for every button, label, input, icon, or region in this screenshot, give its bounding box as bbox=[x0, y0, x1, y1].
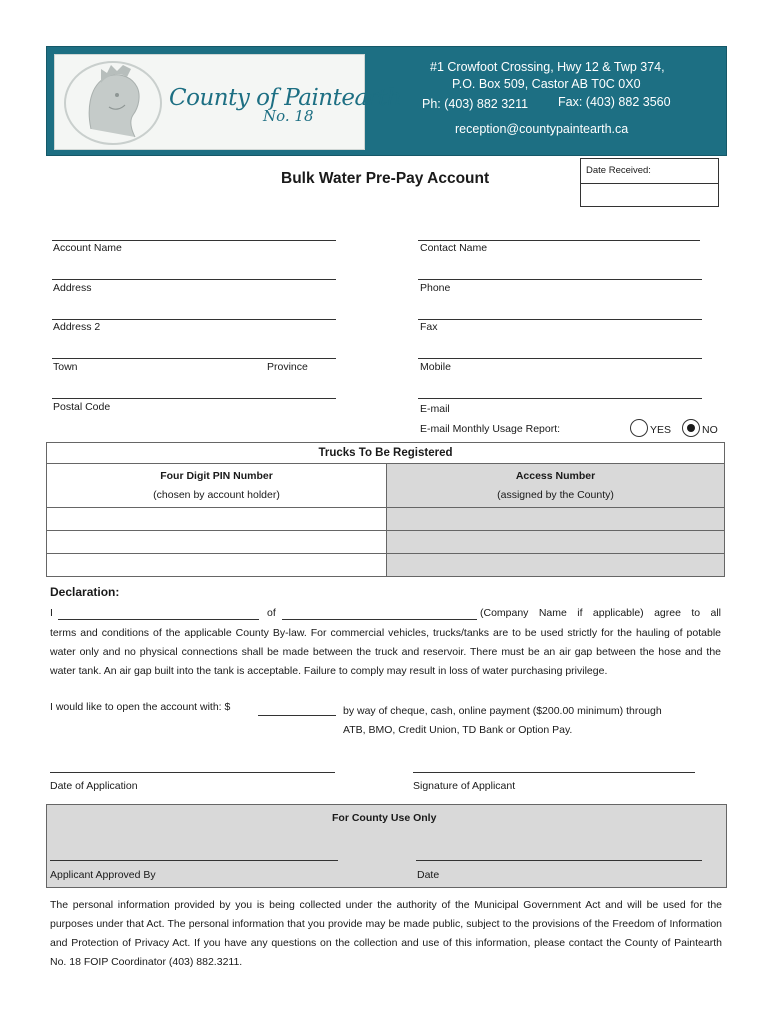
province-label: Province bbox=[267, 361, 308, 373]
form-title: Bulk Water Pre-Pay Account bbox=[281, 170, 490, 187]
amount-field[interactable] bbox=[258, 715, 336, 716]
no-label: NO bbox=[702, 424, 718, 436]
email-field[interactable] bbox=[418, 398, 702, 399]
access-cell-3 bbox=[387, 554, 725, 577]
declaration-i: I bbox=[50, 607, 53, 619]
mobile-label: Mobile bbox=[420, 361, 451, 373]
county-date-field[interactable] bbox=[416, 860, 702, 861]
trucks-table bbox=[46, 442, 725, 577]
county-date-label: Date bbox=[417, 869, 440, 881]
company-note: (Company Name if applicable) agree to all bbox=[480, 607, 721, 619]
postal-code-label: Postal Code bbox=[53, 401, 111, 413]
approved-by-field[interactable] bbox=[50, 860, 338, 861]
contact-name-label: Contact Name bbox=[420, 242, 488, 254]
usage-report-label: E-mail Monthly Usage Report: bbox=[420, 423, 561, 435]
radio-selected-dot bbox=[687, 424, 695, 432]
phone-label: Phone bbox=[420, 282, 451, 294]
county-use-title: For County Use Only bbox=[332, 812, 437, 824]
pin-column-header bbox=[47, 464, 387, 508]
address-2-field[interactable] bbox=[52, 319, 336, 320]
trucks-table-title: Trucks To Be Registered bbox=[47, 443, 725, 464]
address-field[interactable] bbox=[52, 279, 336, 280]
logo-title: County of Paintearth bbox=[169, 85, 402, 111]
approved-by-label: Applicant Approved By bbox=[50, 869, 156, 881]
access-column-header bbox=[387, 464, 725, 508]
pin-cell-1[interactable] bbox=[47, 508, 387, 531]
pin-header-label: Four Digit PIN Number bbox=[160, 469, 273, 482]
open-account-label: I would like to open the account with: $ bbox=[50, 701, 231, 713]
header-address-line-1: #1 Crowfoot Crossing, Hwy 12 & Twp 374, bbox=[430, 60, 665, 74]
pin-header-sub: (chosen by account holder) bbox=[153, 488, 280, 501]
header-address-line-2: P.O. Box 509, Castor AB T0C 0X0 bbox=[452, 77, 641, 91]
date-of-application-field[interactable] bbox=[50, 772, 335, 773]
yes-label: YES bbox=[650, 424, 672, 436]
pin-cell-3[interactable] bbox=[47, 554, 387, 577]
signature-field[interactable] bbox=[413, 772, 695, 773]
fax-label: Fax bbox=[420, 321, 438, 333]
header-fax: Fax: (403) 882 3560 bbox=[558, 95, 671, 109]
payment-line-1: by way of cheque, cash, online payment ($200.00 minimum) through bbox=[343, 705, 662, 717]
chief-portrait-icon bbox=[61, 59, 171, 145]
mobile-field[interactable] bbox=[418, 358, 702, 359]
account-name-label: Account Name bbox=[53, 242, 122, 254]
address-label: Address bbox=[53, 282, 92, 294]
contact-name-field[interactable] bbox=[418, 240, 700, 241]
declaration-heading: Declaration: bbox=[50, 585, 120, 599]
date-of-application-label: Date of Application bbox=[50, 780, 138, 792]
usage-report-no-radio[interactable] bbox=[682, 419, 700, 437]
header-phone: Ph: (403) 882 3211 bbox=[422, 97, 529, 111]
access-header-sub: (assigned by the County) bbox=[497, 488, 614, 501]
pin-cell-2[interactable] bbox=[47, 531, 387, 554]
declaration-of: of bbox=[267, 607, 276, 619]
access-cell-1 bbox=[387, 508, 725, 531]
address-2-label: Address 2 bbox=[53, 321, 101, 333]
company-name-field[interactable] bbox=[282, 619, 477, 620]
declaration-body: terms and conditions of the applicable County By-law. For commercial vehicles, trucks/tanks are to be used strictly for the hauling of potable water only and no physical connections shall be made between the truck and reservoir. There must be an air gap between the hose and the water tank. An air gap built into the tank is acceptable. Failure to comply may result in loss of water purchasing privilege. bbox=[50, 627, 721, 677]
town-province-field[interactable] bbox=[52, 358, 336, 359]
logo-subtitle: No. 18 bbox=[263, 107, 314, 125]
fax-field[interactable] bbox=[418, 319, 702, 320]
signature-label: Signature of Applicant bbox=[413, 780, 516, 792]
account-name-field[interactable] bbox=[52, 240, 336, 241]
date-received-label: Date Received: bbox=[586, 165, 651, 176]
header-email: reception@countypaintearth.ca bbox=[455, 122, 629, 136]
email-label: E-mail bbox=[420, 403, 450, 415]
applicant-name-field[interactable] bbox=[58, 619, 259, 620]
county-logo bbox=[54, 54, 402, 150]
date-received-box bbox=[580, 158, 719, 207]
privacy-notice: The personal information provided by you is being collected under the authority of the Municipal Government Act and will be used for the purposes under that Act. The personal information that you provide may be made public, subject to the provisions of the Freedom of Information and Protection of Privacy Act. If you have any questions on the collection and use of this information, please contact the County of Paintearth No. 18 FOIP Coordinator (403) 882.3211. bbox=[50, 899, 722, 968]
access-header-label: Access Number bbox=[515, 469, 596, 482]
usage-report-yes-radio[interactable] bbox=[630, 419, 648, 437]
phone-field[interactable] bbox=[418, 279, 702, 280]
postal-code-field[interactable] bbox=[52, 398, 336, 399]
town-label: Town bbox=[53, 361, 78, 373]
access-cell-2 bbox=[387, 531, 725, 554]
payment-line-2: ATB, BMO, Credit Union, TD Bank or Option Pay. bbox=[343, 724, 573, 736]
